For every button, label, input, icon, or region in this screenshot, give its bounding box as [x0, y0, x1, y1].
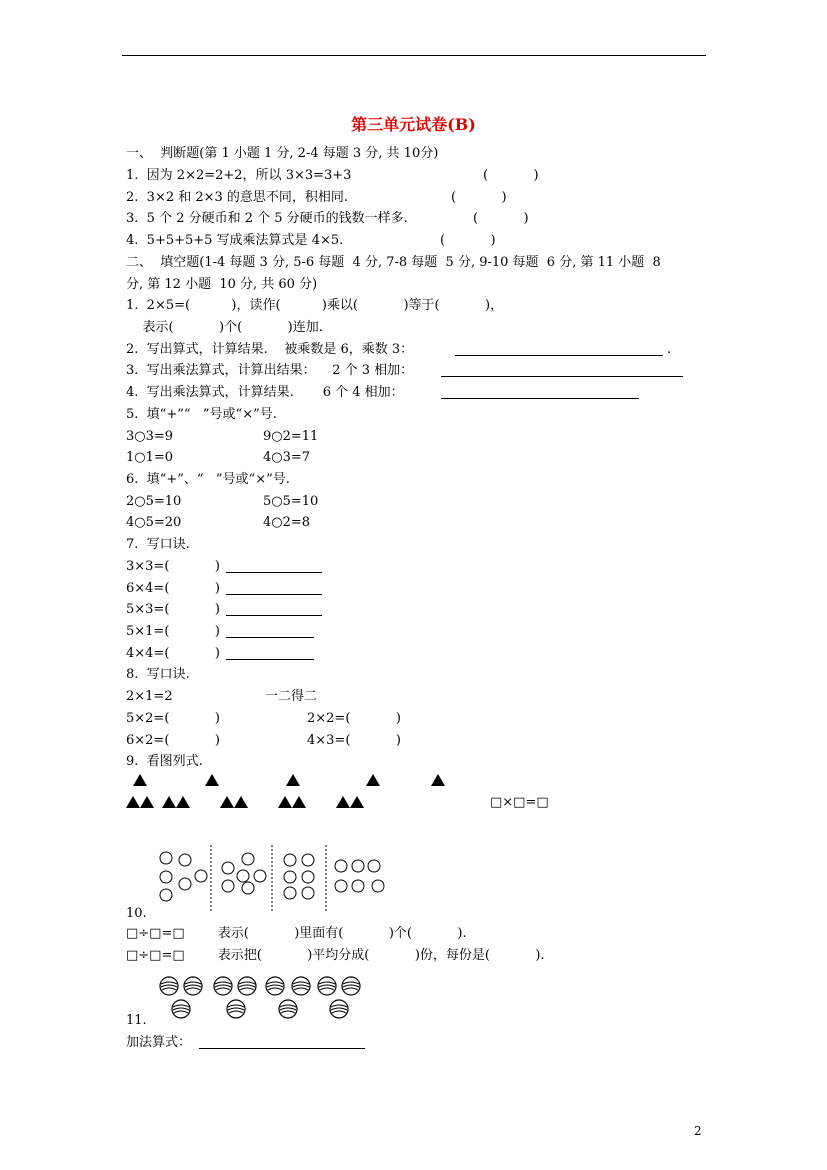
q2-5-row1-left[interactable]: 3○3=9 — [126, 429, 174, 444]
ball-icon — [292, 977, 310, 995]
q2-8-text: 8. 写口诀. — [126, 667, 190, 682]
circle-icon — [302, 887, 314, 899]
q2-11-number: 11. — [126, 1013, 147, 1028]
q2-6-row2-right[interactable]: 4○2=8 — [263, 515, 311, 530]
page-number: 2 — [694, 1124, 702, 1138]
circle-icon — [160, 871, 172, 883]
q2-2-text: 2. 写出算式，计算结果. 被乘数是 6，乘数 3： — [126, 342, 414, 357]
triangle-icon — [133, 774, 147, 786]
triangle-icon — [162, 796, 176, 808]
q2-8-example-right: 一二得二 — [265, 689, 318, 704]
page-title: 第三单元试卷(B) — [351, 115, 476, 134]
q1-3-text: 3. 5 个 2 分硬币和 2 个 5 分硬币的钱数一样多. — [126, 211, 408, 226]
circle-icon — [335, 880, 347, 892]
q2-8-example-left: 2×1=2 — [126, 689, 173, 704]
circle-icon — [284, 871, 296, 883]
q2-9-formula[interactable]: □×□=□ — [490, 795, 549, 810]
triangle-icon — [234, 796, 248, 808]
q2-2-period: . — [667, 342, 672, 357]
ball-icon — [184, 977, 202, 995]
q2-6-row1-right[interactable]: 5○5=10 — [263, 494, 319, 509]
q2-7-row2[interactable]: 6×4=( ) — [126, 581, 220, 596]
q2-7-row2-line[interactable] — [226, 581, 322, 595]
circle-icon — [284, 854, 296, 866]
q2-8-row3-right[interactable]: 4×3=( ) — [307, 733, 401, 748]
q1-2-text: 2. 3×2 和 2×3 的意思不同，积相同. — [126, 190, 349, 205]
q2-5-row1-right[interactable]: 9○2=11 — [263, 429, 319, 444]
circle-icon — [179, 854, 191, 866]
q2-8-row2-right[interactable]: 2×2=( ) — [307, 711, 401, 726]
circle-icon — [237, 870, 249, 882]
circle-icon — [160, 852, 172, 864]
circle-icon — [352, 880, 364, 892]
q2-10-line1[interactable]: □÷□=□ 表示( )里面有( )个( ). — [126, 926, 467, 941]
q2-9-text: 9. 看图列式. — [126, 754, 203, 769]
triangle-icon — [278, 796, 292, 808]
ball-icon — [279, 1000, 297, 1018]
q2-1-line1: 1. 2×5=( )，读作( )乘以( )等于( )， — [126, 298, 504, 313]
q2-8-row2-left[interactable]: 5×2=( ) — [126, 711, 220, 726]
ball-icon — [330, 1000, 348, 1018]
circle-icon — [222, 862, 234, 874]
q1-1-answer-paren[interactable]: ( ) — [483, 168, 539, 183]
circle-icon — [179, 878, 191, 890]
q2-7-row5-line[interactable] — [226, 646, 314, 660]
q2-5-text: 5. 填“+”“ ”号或“×”号. — [126, 407, 277, 422]
ball-icon — [160, 977, 178, 995]
circle-icon — [302, 854, 314, 866]
triangle-icon — [126, 796, 140, 808]
circle-icon — [335, 860, 347, 872]
q1-3-answer-paren[interactable]: ( ) — [473, 211, 529, 226]
q2-10-line2[interactable]: □÷□=□ 表示把( )平均分成( )份，每份是( ). — [126, 948, 545, 963]
triangle-icon — [220, 796, 234, 808]
circles-figure — [150, 845, 410, 915]
ball-icon — [238, 977, 256, 995]
q2-7-row4[interactable]: 5×1=( ) — [126, 624, 220, 639]
circle-icon — [242, 853, 254, 865]
circle-icon — [352, 860, 364, 872]
q2-2-answer-line[interactable] — [455, 342, 663, 356]
q2-4-answer-line[interactable] — [441, 385, 639, 399]
q2-3-answer-line[interactable] — [441, 363, 683, 377]
q2-8-row3-left[interactable]: 6×2=( ) — [126, 733, 220, 748]
q2-10-number: 10. — [126, 906, 147, 921]
ball-icon — [342, 977, 360, 995]
triangles-figure — [120, 772, 520, 812]
triangle-icon — [176, 796, 190, 808]
q2-6-text: 6. 填“+”、“ ”号或“×”号. — [126, 472, 290, 487]
triangle-icon — [336, 796, 350, 808]
q1-4-text: 4. 5+5+5+5 写成乘法算式是 4×5. — [126, 233, 344, 248]
q2-1-line2: 表示( )个( )连加. — [126, 320, 323, 335]
triangle-icon — [205, 774, 219, 786]
triangle-icon — [140, 796, 154, 808]
q2-4-text: 4. 写出乘法算式，计算结果. 6 个 4 相加： — [126, 385, 404, 400]
q2-6-row2-left[interactable]: 4○5=20 — [126, 515, 182, 530]
circle-icon — [242, 882, 254, 894]
q1-4-answer-paren[interactable]: ( ) — [440, 233, 496, 248]
circle-icon — [302, 871, 314, 883]
circle-icon — [254, 870, 266, 882]
triangle-icon — [286, 774, 300, 786]
circle-icon — [195, 870, 207, 882]
q1-1-text: 1. 因为 2×2=2+2，所以 3×3=3+3 — [126, 168, 352, 183]
ball-icon — [318, 977, 336, 995]
q2-7-row3[interactable]: 5×3=( ) — [126, 602, 220, 617]
ball-icon — [266, 977, 284, 995]
q2-11-answer-line[interactable] — [199, 1035, 365, 1049]
q2-7-row3-line[interactable] — [226, 602, 322, 616]
circle-icon — [372, 880, 384, 892]
section2-header-line1: 二、 填空题(1-4 每题 3 分, 5-6 每题 4 分, 7-8 每题 5 分, 9-10 每题 6 分, 第 11 小题 8 — [126, 255, 661, 270]
circle-icon — [284, 887, 296, 899]
q2-7-row5[interactable]: 4×4=( ) — [126, 646, 220, 661]
ball-icon — [172, 1000, 190, 1018]
balls-figure — [155, 973, 385, 1023]
ball-icon — [227, 1000, 245, 1018]
q2-3-text: 3. 写出乘法算式，计算出结果： 2 个 3 相加： — [126, 363, 414, 378]
circle-icon — [160, 889, 172, 901]
section2-header-line2: 分, 第 12 小题 10 分, 共 60 分) — [126, 277, 318, 292]
q2-6-row1-left[interactable]: 2○5=10 — [126, 494, 182, 509]
triangle-icon — [292, 796, 306, 808]
circle-icon — [368, 860, 380, 872]
circle-icon — [222, 880, 234, 892]
q2-7-row1[interactable]: 3×3=( ) — [126, 559, 220, 574]
triangle-icon — [366, 774, 380, 786]
ball-icon — [214, 977, 232, 995]
section1-header: 一、 判断题(第 1 小题 1 分, 2-4 每题 3 分, 共 10分) — [126, 146, 439, 161]
q1-2-answer-paren[interactable]: ( ) — [451, 190, 507, 205]
q2-7-row1-line[interactable] — [226, 559, 322, 573]
q2-7-text: 7. 写口诀. — [126, 537, 190, 552]
header-rule — [122, 55, 706, 56]
q2-5-row2-right[interactable]: 4○3=7 — [263, 450, 311, 465]
q2-7-row4-line[interactable] — [226, 624, 314, 638]
q2-5-row2-left[interactable]: 1○1=0 — [126, 450, 174, 465]
triangle-icon — [431, 774, 445, 786]
triangle-icon — [350, 796, 364, 808]
q2-11-line1: 加法算式： — [126, 1035, 192, 1050]
